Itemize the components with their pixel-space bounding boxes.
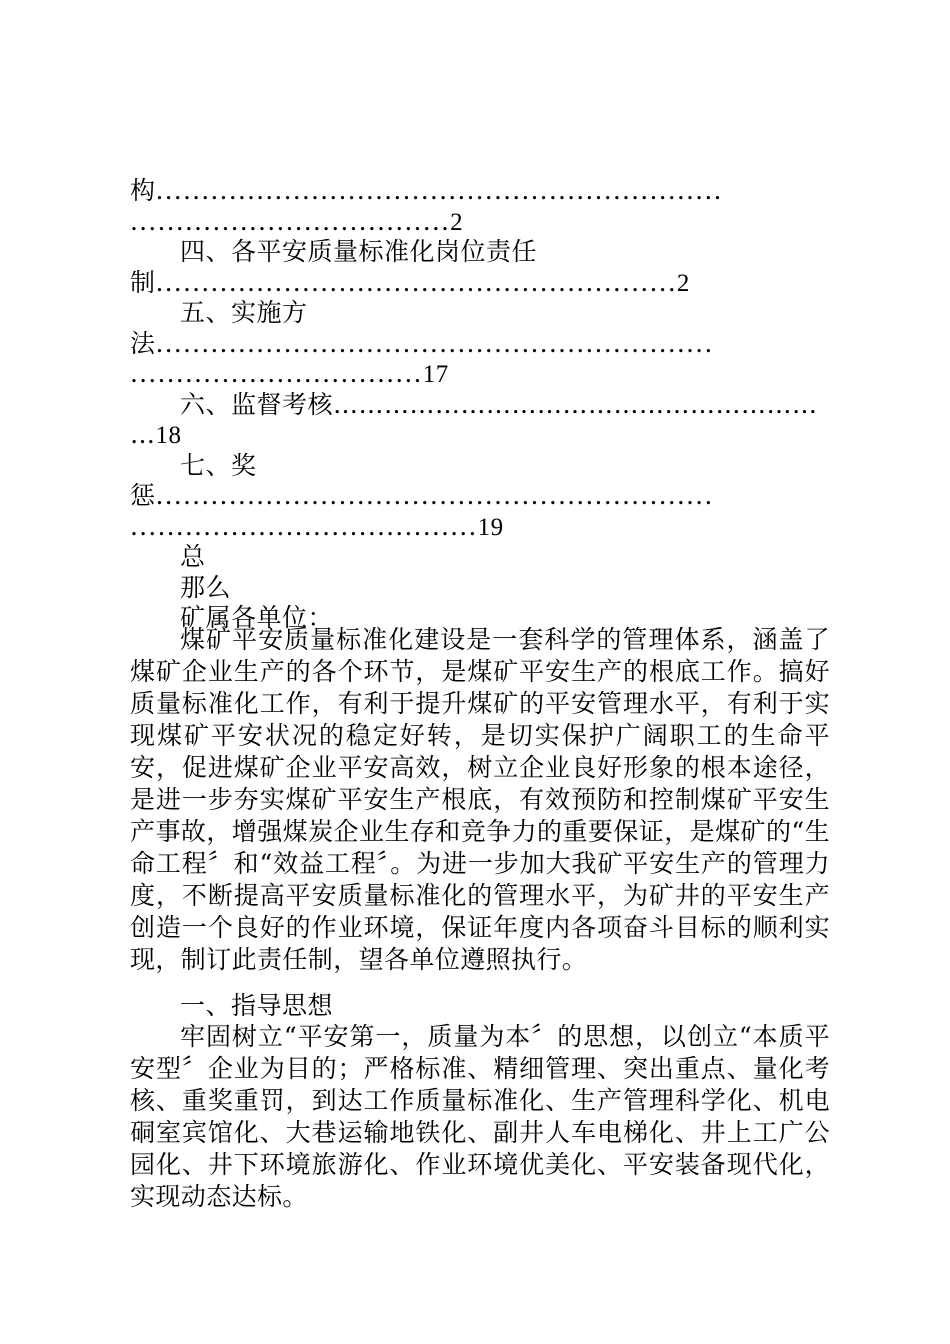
toc-item7-title: 七、奖	[180, 451, 257, 480]
body-paragraph-intro: 煤矿平安质量标准化建设是一套科学的管理体系，涵盖了煤矿企业生产的各个环节，是煤矿平安生产的根底工作。搞好质量标准化工作，有利于提升煤矿的平安管理水平，有利于实现煤矿平安状况的稳定好转，是切实保护广阔职工的生命平安，促进煤矿企业平安高效，树立企业良好形象的根本途径，是进一步夯实煤矿平安生产根底，有效预防和控制煤矿平安生产事故，增强煤炭企业生存和竞争力的重要保证，是煤矿的“生命工程〞和“效益工程〞。为进一步加大我矿平安生产的管理力度，不断提高平安质量标准化的管理水平，为矿井的平安生产创造一个良好的作业环境，保证年度内各项奋斗目标的顺利实现，制订此责任制，望各单位遵照执行。	[130, 625, 830, 974]
section-heading-general: 总	[180, 542, 206, 571]
toc-item7-text: 惩	[130, 481, 156, 510]
toc-item5-title: 五、实施方	[180, 298, 308, 327]
toc-item3-text: 构	[130, 176, 156, 205]
toc-page-number: 17	[422, 361, 449, 388]
toc-leader-dots: .............................................................	[155, 481, 714, 510]
toc-item6-title: 六、监督考核	[180, 390, 334, 419]
toc-line-item3	[130, 175, 830, 207]
toc-line-item4	[130, 267, 830, 300]
toc-line-item7	[130, 480, 830, 512]
toc-leader-dots: ..............................................................	[155, 176, 723, 205]
toc-line-item5-cont	[130, 358, 830, 391]
toc-item4-text: 制	[130, 268, 156, 297]
toc-leader-dots: .............................................................	[155, 329, 714, 358]
toc-leader-dots: ................................	[130, 359, 423, 388]
toc-leader-dots: ...................................	[130, 207, 451, 236]
toc-line-item3-cont	[130, 206, 830, 239]
toc-leader-ellipsis: …	[130, 420, 156, 449]
toc-item4-title: 四、各平安质量标准化岗位责任	[180, 237, 538, 266]
toc-line-item6	[180, 389, 830, 421]
toc-leader-dots: .........................................................	[155, 268, 677, 297]
toc-page-number: 2	[450, 209, 464, 236]
section-heading-general-cont: 那么	[180, 573, 232, 602]
toc-line-item7-cont	[130, 511, 830, 544]
salutation: 矿属各单位：	[180, 603, 334, 632]
toc-page-number: 18	[155, 422, 182, 449]
body-paragraph-guiding-ideology: 牢固树立“平安第一，质量为本〞的思想，以创立“本质平安型〞企业为目的；严格标准、精细管理、突出重点、量化考核、重奖重罚，到达工作质量标准化、生产管理科学化、机电硐室宾馆化、大巷运输地铁化、副井人车电梯化、井上工广公园化、井下环境旅游化、作业环境优美化、平安装备现代化，实现动态达标。	[130, 1022, 830, 1211]
toc-line-item6-cont	[130, 419, 830, 452]
toc-page-number: 19	[477, 514, 504, 541]
toc-line-item5	[130, 328, 830, 360]
section-title-guiding-ideology: 一、指导思想	[180, 991, 334, 1020]
toc-leader-dots: ......................................	[130, 512, 478, 541]
toc-page-number: 2	[676, 270, 690, 297]
toc-item5-text: 法	[130, 329, 156, 358]
toc-leader-ellipsis: …………………………………………………	[333, 390, 818, 419]
